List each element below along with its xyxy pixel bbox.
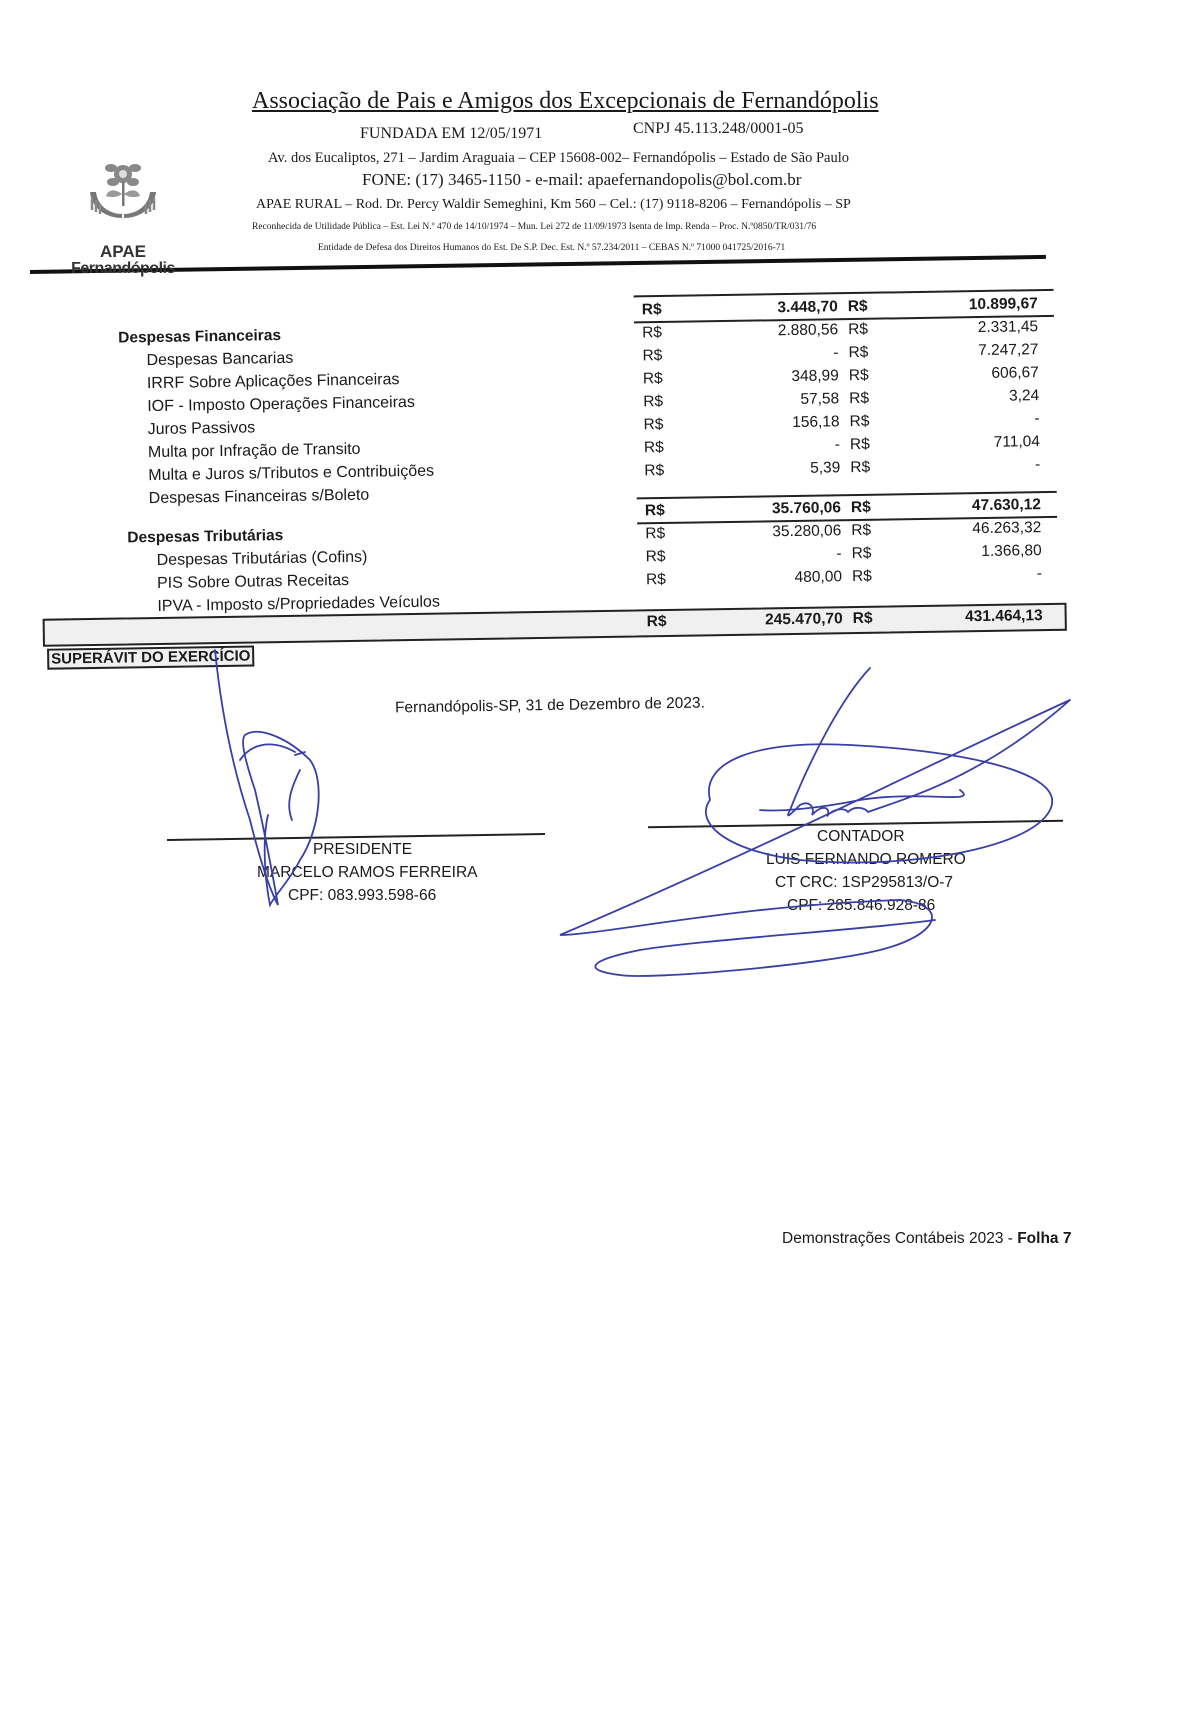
accountant-cpf: CPF: 285.846.928-86 — [787, 897, 936, 914]
total-2022: 47.630,12 — [971, 496, 1042, 515]
value-2023: - — [834, 436, 841, 454]
cnpj: CNPJ 45.113.248/0001-05 — [633, 120, 804, 137]
line-item-label: Despesas Financeiras s/Boleto — [148, 486, 370, 508]
value-2022: 46.263,32 — [972, 519, 1042, 538]
surplus-2022: 431.464,13 — [964, 607, 1043, 626]
founded-date: FUNDADA EM 12/05/1971 — [360, 125, 543, 142]
contact-info: FONE: (17) 3465-1150 - e-mail: apaefernandopolis@bol.com.br — [362, 170, 802, 189]
currency-label: R$ — [645, 570, 667, 589]
total-2023: 35.760,06 — [771, 499, 842, 518]
total-2023: 3.448,70 — [777, 298, 838, 317]
currency-label: R$ — [848, 343, 869, 362]
surplus-2023: 245.470,70 — [764, 610, 843, 629]
entity-text: Entidade de Defesa dos Direitos Humanos do Est. De S.P. Dec. Est. N.º 57.234/2011 – CEBAS N.º 71000 041725/2016-71 — [318, 243, 786, 253]
currency-label: R$ — [848, 320, 869, 339]
currency-label: R$ — [645, 524, 666, 543]
address: Av. dos Eucaliptos, 271 – Jardim Araguaia – CEP 15608-002– Fernandópolis – Estado de São Paulo — [268, 150, 850, 166]
page-footer — [782, 1230, 1071, 1248]
line-item-label: Despesas Tributárias (Cofins) — [156, 548, 368, 569]
value-2022: - — [1034, 410, 1040, 428]
president-role: PRESIDENTE — [313, 841, 413, 858]
value-2023: - — [836, 545, 842, 563]
currency-label: R$ — [646, 612, 667, 631]
currency-label: R$ — [642, 324, 663, 342]
value-2023: 5,39 — [810, 459, 841, 477]
value-2023: 35.280,06 — [772, 522, 842, 541]
value-2023: 348,99 — [791, 367, 839, 385]
value-2022: 606,67 — [991, 364, 1039, 382]
currency-label: R$ — [643, 393, 664, 411]
accountant-signature — [560, 668, 1070, 976]
line-item-label: Juros Passivos — [147, 419, 256, 439]
line-item-label: Multa por Infração de Transito — [147, 440, 361, 462]
currency-label: R$ — [849, 435, 870, 454]
line-item-label: Multa e Juros s/Tributos e Contribuições — [148, 462, 435, 485]
currency-label: R$ — [643, 438, 664, 457]
value-2023: 480,00 — [794, 568, 843, 586]
currency-label: R$ — [641, 301, 662, 319]
currency-label: R$ — [642, 347, 663, 365]
currency-label: R$ — [851, 544, 872, 563]
currency-label: R$ — [851, 567, 872, 586]
president-cpf: CPF: 083.993.598-66 — [288, 887, 437, 904]
currency-label: R$ — [849, 412, 870, 431]
president-name: MARCELO RAMOS FERREIRA — [257, 864, 478, 881]
value-2023: 57,58 — [800, 390, 840, 408]
place-date: Fernandópolis-SP, 31 de Dezembro de 2023. — [394, 694, 706, 717]
value-2022: 3,24 — [1008, 387, 1040, 405]
section-title: Despesas Tributárias — [127, 526, 284, 547]
recognition-text: Reconhecida de Utilidade Pública – Est. Lei N.º 470 de 14/10/1974 – Mun. Lei 272 de 11/09/1973 Isenta de Imp. Renda – Proc. N.º0850/TR/031/76 — [252, 222, 817, 232]
value-2022: - — [1034, 456, 1041, 474]
value-2022: 7.247,27 — [978, 341, 1039, 360]
value-2022: 1.366,80 — [981, 542, 1042, 561]
total-2022: 10.899,67 — [968, 295, 1038, 314]
currency-label: R$ — [644, 461, 665, 480]
currency-label: R$ — [851, 521, 872, 540]
organization-name: Associação de Pais e Amigos dos Excepcionais de Fernandópolis — [252, 88, 879, 114]
currency-label: R$ — [849, 389, 870, 408]
currency-label: R$ — [850, 498, 871, 517]
currency-label: R$ — [852, 609, 873, 628]
footer-text: Demonstrações Contábeis 2023 - — [782, 1230, 1018, 1247]
rural-address: APAE RURAL – Rod. Dr. Percy Waldir Semeghini, Km 560 – Cel.: (17) 9118-8206 – Fernandópolis – SP — [256, 197, 851, 212]
line-item-label: Despesas Bancarias — [146, 349, 294, 370]
value-2023: 2.880,56 — [777, 321, 839, 340]
logo-city: Fernandópolis — [71, 260, 175, 277]
line-item-label: IRRF Sobre Aplicações Financeiras — [146, 371, 400, 393]
currency-label: R$ — [643, 416, 664, 434]
line-item-label: PIS Sobre Outras Receitas — [156, 571, 350, 592]
currency-label: R$ — [645, 547, 666, 566]
value-2022: - — [1036, 565, 1043, 583]
accountant-name: LUIS FERNANDO ROMERO — [766, 851, 966, 868]
currency-label: R$ — [848, 366, 869, 385]
logo-name: APAE — [100, 242, 146, 261]
accountant-role: CONTADOR — [817, 828, 905, 845]
sheet-number: Folha 7 — [1017, 1230, 1072, 1247]
value-2022: 711,04 — [993, 433, 1041, 451]
section-title: Despesas Financeiras — [118, 326, 282, 347]
president-signature — [215, 650, 319, 905]
value-2022: 2.331,45 — [977, 318, 1039, 337]
currency-label: R$ — [642, 370, 663, 388]
currency-label: R$ — [850, 458, 871, 477]
line-item-label: IPVA - Imposto s/Propriedades Veículos — [157, 593, 441, 615]
value-2023: 156,18 — [792, 413, 840, 431]
value-2023: - — [833, 344, 839, 362]
currency-label: R$ — [644, 501, 665, 520]
accountant-crc: CT CRC: 1SP295813/O-7 — [775, 874, 954, 891]
currency-label: R$ — [847, 297, 868, 316]
line-item-label: IOF - Imposto Operações Financeiras — [147, 393, 416, 416]
surplus-label: SUPERÁVIT DO EXERCÍCIO — [47, 645, 255, 669]
